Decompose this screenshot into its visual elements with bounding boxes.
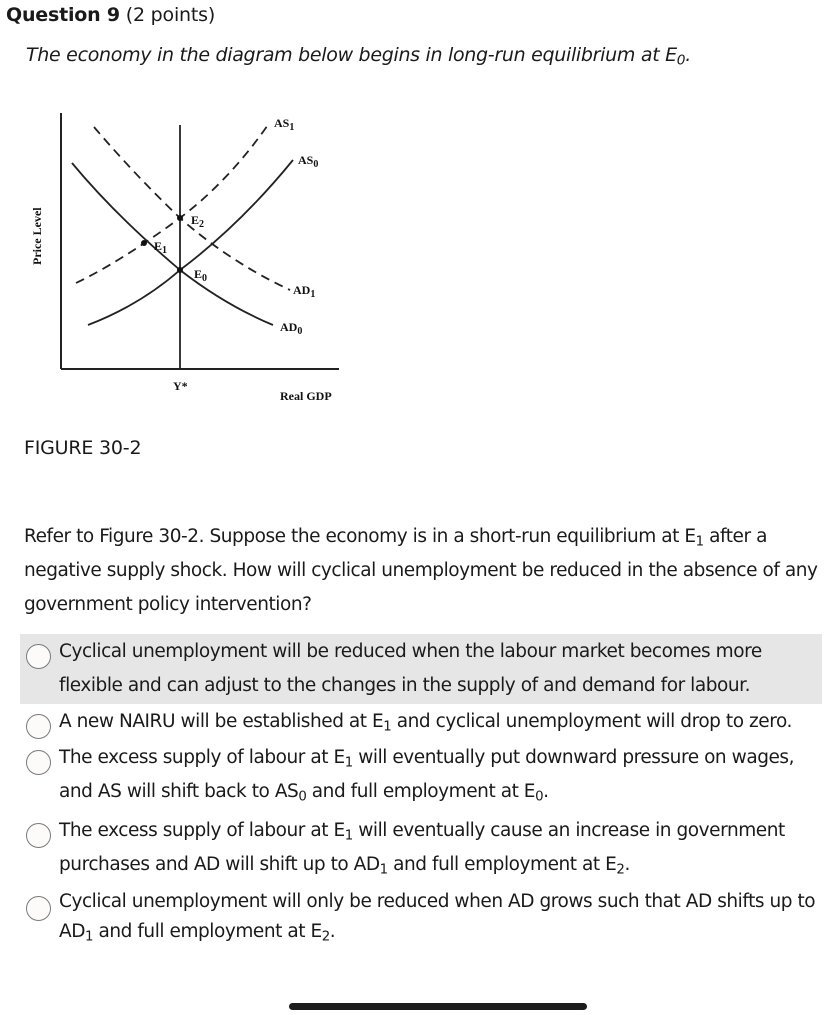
y-axis-label: Price Level bbox=[30, 207, 44, 265]
answer-options bbox=[20, 634, 822, 947]
e2-point bbox=[177, 215, 183, 221]
e1-label: $E_1$ bbox=[154, 239, 168, 256]
answer-option-3[interactable] bbox=[20, 741, 822, 809]
option-text: The excess supply of labour at $E_1$ will eventually put downward pressure on wages, and AS will shift back to $AS_0$ and full employment at $E_0$. bbox=[59, 747, 795, 805]
question-number: Question 9 bbox=[6, 4, 120, 26]
radio-button[interactable] bbox=[26, 644, 51, 669]
answer-option-1[interactable] bbox=[20, 634, 822, 704]
option-text: A new NAIRU will be established at $E_1$ and cyclical unemployment will drop to zero. bbox=[59, 711, 792, 735]
as1-curve bbox=[76, 122, 270, 283]
option-text: Cyclical unemployment will be reduced when the labour market becomes more flexible and can adjust to the changes in the supply of and demand for labour. bbox=[59, 641, 762, 696]
ad-as-diagram bbox=[0, 0, 360, 420]
as1-label: $AS_1$ bbox=[274, 116, 295, 133]
prompt-subscript: 1 bbox=[695, 534, 704, 550]
option-text: The excess supply of labour at $E_1$ will eventually cause an increase in government purchases and AD will shift up to $AD_1$ and full employment at $E_2$. bbox=[59, 820, 785, 878]
radio-button[interactable] bbox=[26, 750, 51, 775]
home-indicator-bar[interactable] bbox=[289, 1003, 587, 1010]
intro-subscript: 0 bbox=[676, 52, 686, 69]
ad0-curve bbox=[72, 163, 273, 325]
answer-option-4[interactable] bbox=[20, 814, 822, 882]
e0-label: $E_0$ bbox=[194, 267, 208, 284]
prompt-text-2: after a negative supply shock. How will cyclical unemployment be reduced in the absence of any government policy intervention? bbox=[24, 526, 818, 615]
figure-30-2 bbox=[0, 0, 360, 420]
radio-button[interactable] bbox=[26, 823, 51, 848]
answer-option-5[interactable] bbox=[20, 887, 822, 947]
e2-label: $E_2$ bbox=[191, 213, 205, 230]
as0-label: $AS_0$ bbox=[298, 153, 319, 170]
intro-end: . bbox=[685, 44, 691, 66]
question-points: (2 points) bbox=[125, 4, 216, 26]
radio-button[interactable] bbox=[26, 714, 51, 739]
prompt-text-1: Refer to Figure 30-2. Suppose the economy is in a short-run equilibrium at E bbox=[24, 526, 696, 547]
e0-point bbox=[177, 267, 183, 273]
radio-button[interactable] bbox=[26, 896, 51, 921]
answer-option-2[interactable] bbox=[20, 705, 822, 739]
option-text: Cyclical unemployment will only be reduced when AD grows such that AD shifts up to $AD_1$ and full employment at $E_2$. bbox=[59, 891, 816, 945]
intro-text: The economy in the diagram below begins in long-run equilibrium at E bbox=[26, 44, 677, 66]
e1-point bbox=[141, 240, 147, 246]
x-axis-label: Real GDP bbox=[280, 389, 332, 403]
as0-curve bbox=[88, 160, 293, 325]
y-star-label: Y* bbox=[173, 379, 188, 393]
ad0-label: $AD_0$ bbox=[280, 320, 303, 337]
question-prompt bbox=[24, 520, 824, 622]
figure-caption: FIGURE 30-2 bbox=[24, 437, 142, 459]
ad1-label: $AD_1$ bbox=[293, 283, 316, 300]
